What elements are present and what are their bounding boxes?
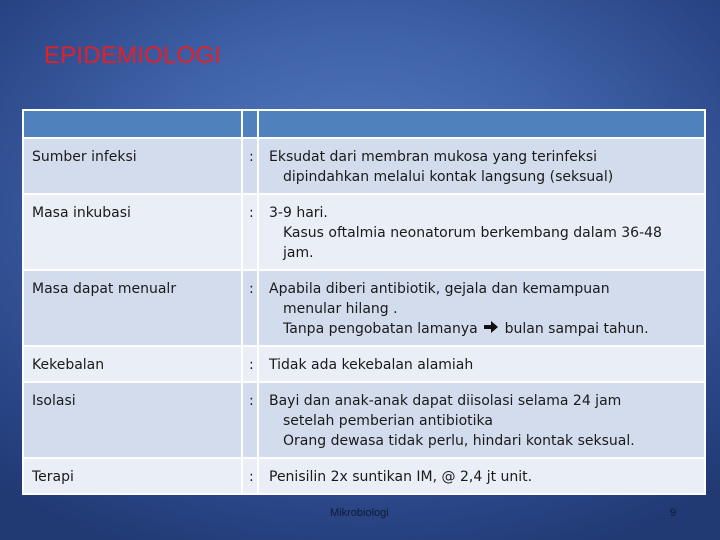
colon: : xyxy=(249,205,254,221)
row-value xyxy=(259,195,704,269)
value-line: dipindahkan melalui kontak langsung (seksual) xyxy=(283,169,614,185)
table-row xyxy=(23,382,705,458)
table-header-row xyxy=(23,110,705,138)
table-row xyxy=(23,346,705,382)
colon: : xyxy=(249,281,254,297)
page-number: 9 xyxy=(670,507,677,519)
row-value xyxy=(259,383,704,457)
value-line-part: bulan sampai tahun. xyxy=(504,321,649,337)
value-line: Kasus oftalmia neonatorum berkembang dalam 36-48 xyxy=(283,225,662,241)
table-row xyxy=(23,270,705,346)
value-line: menular hilang . xyxy=(283,301,398,317)
row-label: Kekebalan xyxy=(32,357,105,373)
value-line: setelah pemberian antibiotika xyxy=(283,413,493,429)
table-row xyxy=(23,194,705,270)
colon: : xyxy=(249,469,254,485)
value-line-part: Tanpa pengobatan lamanya xyxy=(283,321,478,337)
slide-title: EPIDEMIOLOGI xyxy=(44,42,222,69)
colon: : xyxy=(249,357,254,373)
table-row xyxy=(23,458,705,494)
value-line: Orang dewasa tidak perlu, hindari kontak seksual. xyxy=(283,433,635,449)
table-row xyxy=(23,138,705,194)
colon: : xyxy=(249,393,254,409)
row-label: Masa dapat menualr xyxy=(32,281,177,297)
right-arrow-icon xyxy=(484,319,498,339)
row-label: Sumber infeksi xyxy=(32,149,137,165)
value-line: jam. xyxy=(283,245,314,261)
value-line: Eksudat dari membran mukosa yang terinfeksi xyxy=(269,149,598,165)
row-label: Masa inkubasi xyxy=(32,205,131,221)
value-line: 3-9 hari. xyxy=(269,205,328,221)
row-value xyxy=(259,459,704,493)
header-cell xyxy=(258,110,705,138)
footer-label: Mikrobiologi xyxy=(330,507,389,519)
header-cell xyxy=(23,110,242,138)
value-line: Tidak ada kekebalan alamiah xyxy=(269,357,474,373)
row-label: Terapi xyxy=(32,469,74,485)
colon: : xyxy=(249,149,254,165)
row-label: Isolasi xyxy=(32,393,76,409)
row-value xyxy=(259,139,704,193)
value-line: Apabila diberi antibiotik, gejala dan kemampuan xyxy=(269,281,610,297)
value-line: Bayi dan anak-anak dapat diisolasi selama 24 jam xyxy=(269,393,622,409)
epidemiology-table xyxy=(22,109,706,495)
value-line xyxy=(269,319,700,339)
header-cell xyxy=(242,110,258,138)
row-value xyxy=(259,347,704,381)
row-value xyxy=(259,271,704,345)
value-line: Penisilin 2x suntikan IM, @ 2,4 jt unit. xyxy=(269,469,533,485)
